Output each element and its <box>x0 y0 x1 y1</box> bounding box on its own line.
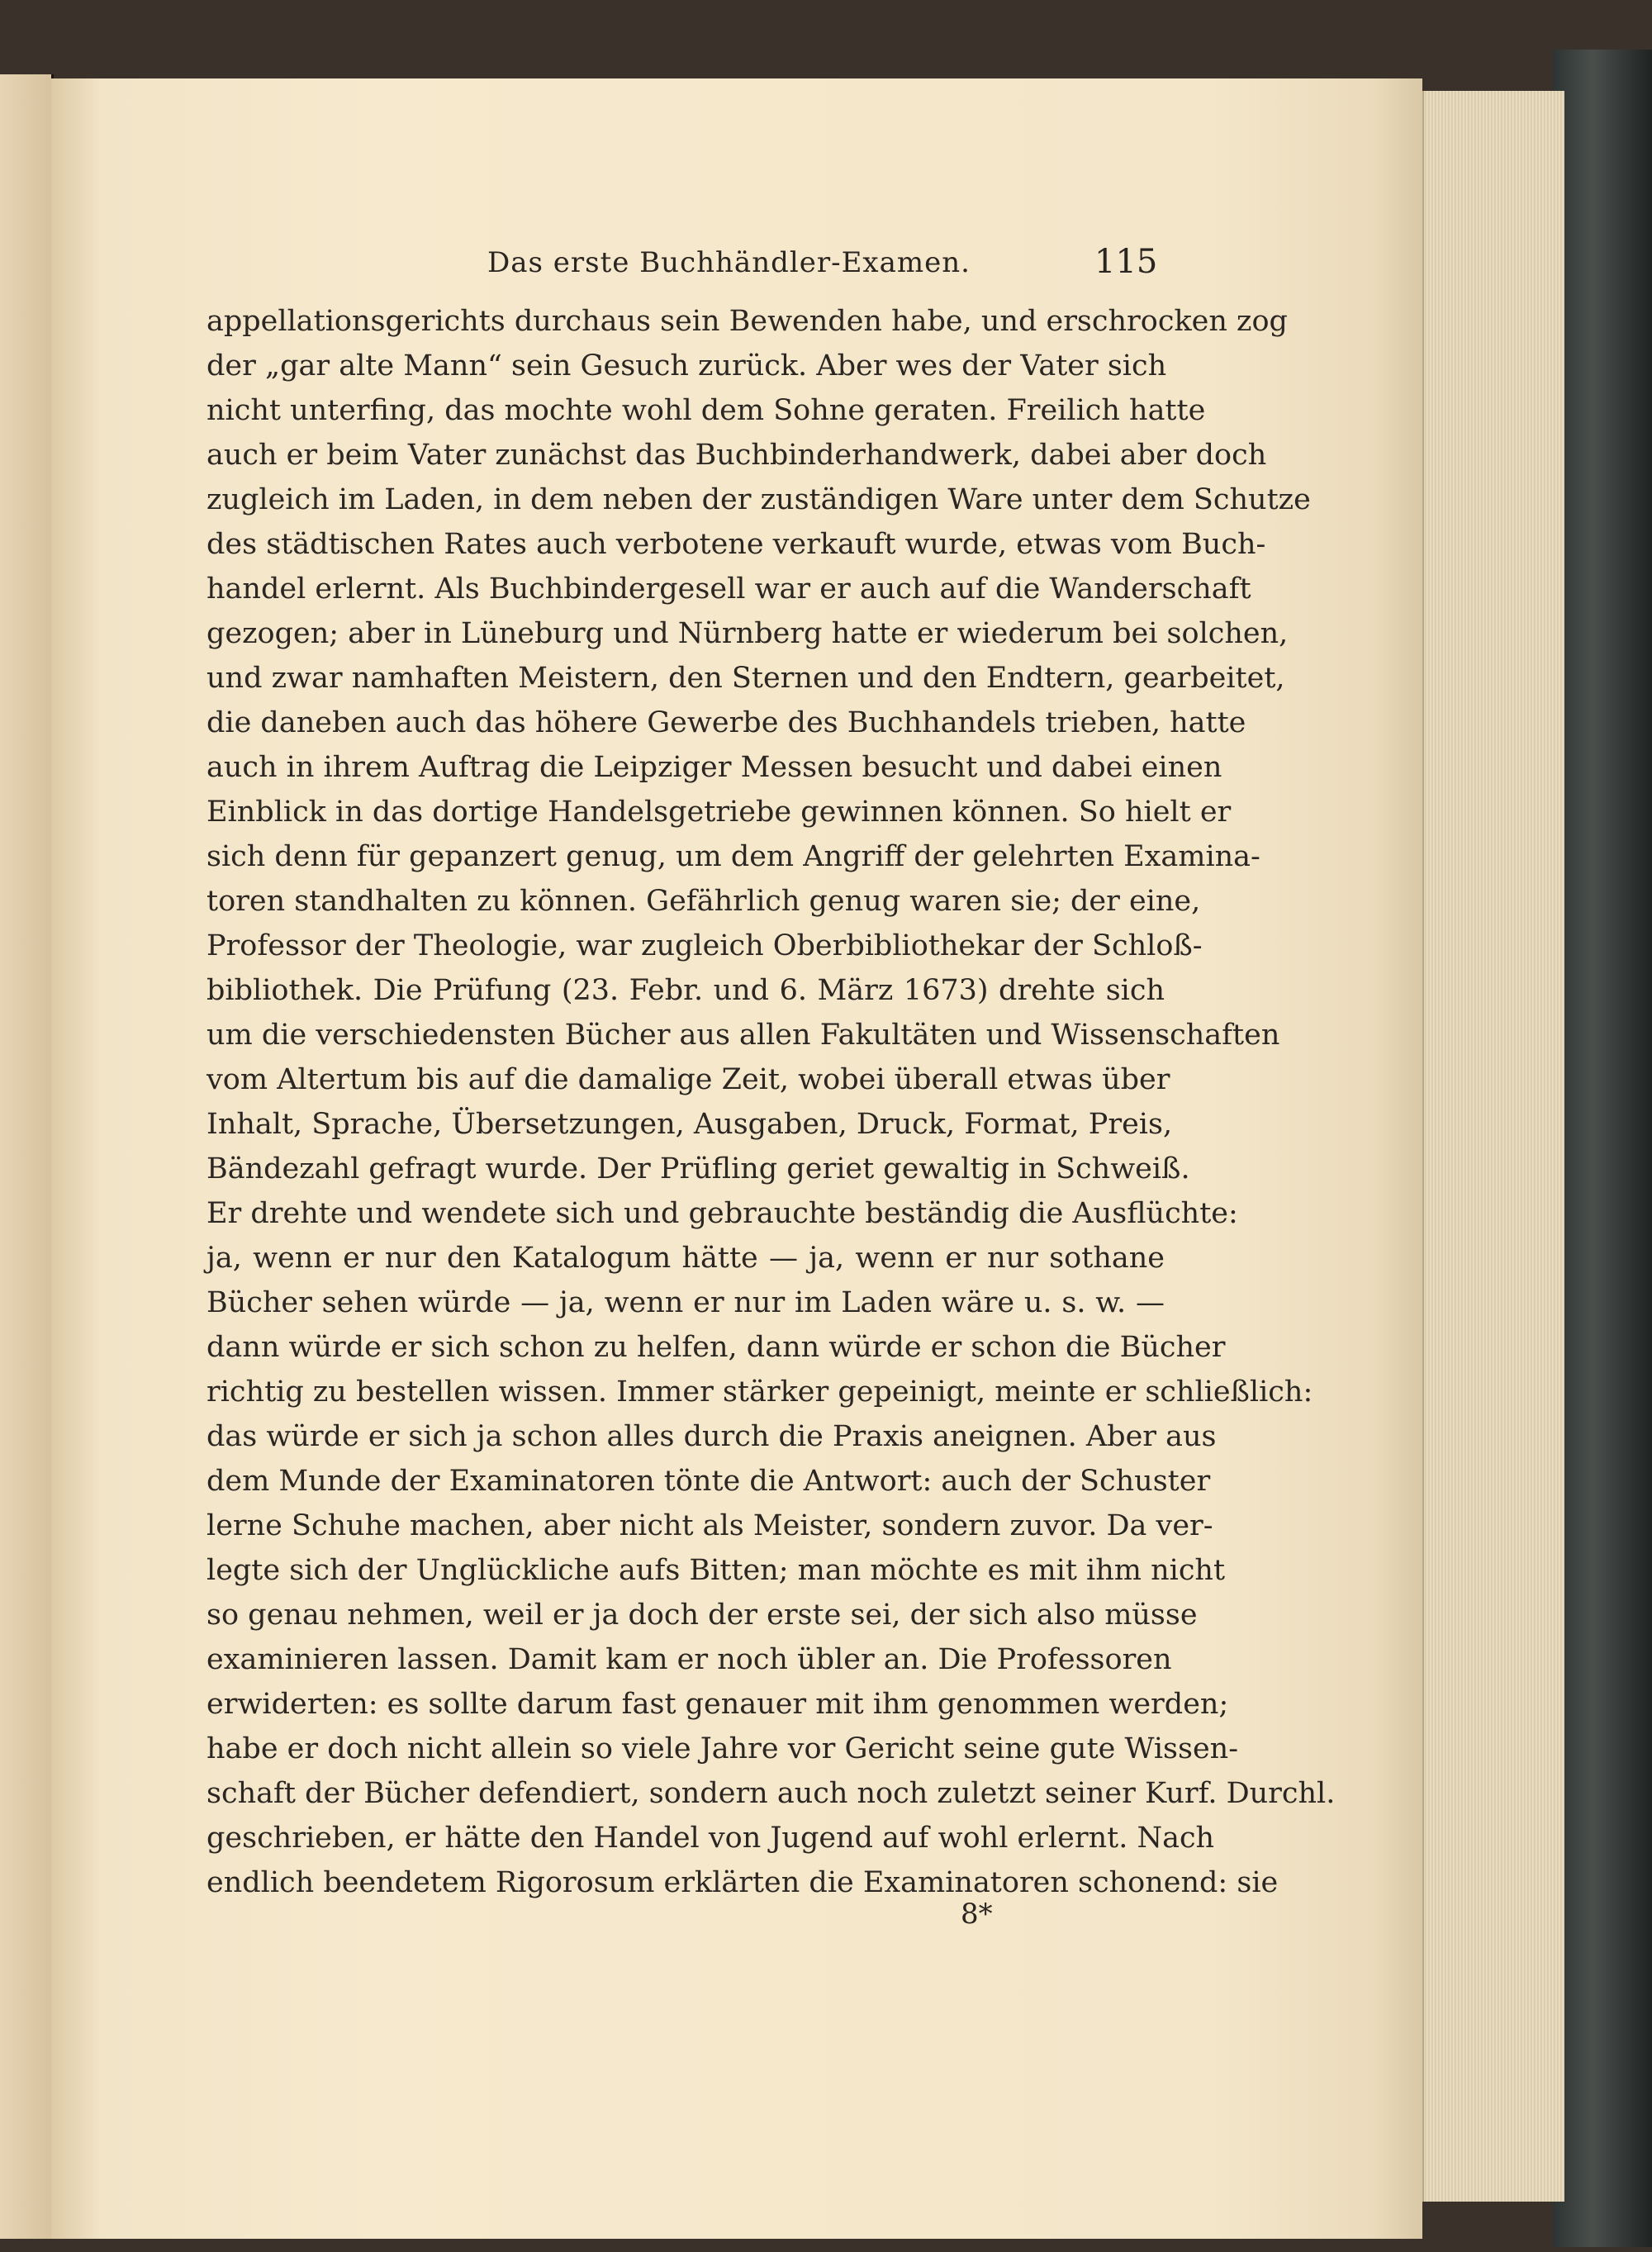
text-line: endlich beendetem Rigorosum erklärten die Examinatoren schonend: sie <box>206 1866 1279 1899</box>
text-line: Inhalt, Sprache, Übersetzungen, Ausgaben, Druck, Format, Preis, <box>206 1108 1173 1141</box>
text-line: toren standhalten zu können. Gefährlich genug waren sie; der eine, <box>206 885 1201 918</box>
text-line: nicht unterfing, das mochte wohl dem Sohne geraten. Freilich hatte <box>206 394 1206 427</box>
text-line: ja, wenn er nur den Katalogum hätte — ja, wenn er nur sothane <box>206 1242 1165 1275</box>
text-line: sich denn für gepanzert genug, um dem Angriff der gelehrten Examina- <box>206 840 1260 873</box>
text-line: vom Altertum bis auf die damalige Zeit, wobei überall etwas über <box>206 1063 1170 1096</box>
text-line: der „gar alte Mann“ sein Gesuch zurück. Aber wes der Vater sich <box>206 349 1167 382</box>
text-line: um die verschiedensten Bücher aus allen Fakultäten und Wissenschaften <box>206 1019 1280 1052</box>
signature-mark: 8* <box>961 1898 993 1931</box>
text-line: richtig zu bestellen wissen. Immer stärker gepeinigt, meinte er schließlich: <box>206 1375 1313 1409</box>
text-line: geschrieben, er hätte den Handel von Jugend auf wohl erlernt. Nach <box>206 1822 1215 1855</box>
book-cover <box>1553 50 1652 2247</box>
text-line: Einblick in das dortige Handelsgetriebe gewinnen können. So hielt er <box>206 796 1232 829</box>
page-block-edge <box>1422 91 1564 2202</box>
body-text <box>206 299 1336 1905</box>
text-line: gezogen; aber in Lüneburg und Nürnberg hatte er wiederum bei solchen, <box>206 617 1289 650</box>
text-line: Professor der Theologie, war zugleich Oberbibliothekar der Schloß- <box>206 929 1203 962</box>
text-line: appellationsgerichts durchaus sein Bewenden habe, und erschrocken zog <box>206 305 1288 338</box>
text-line: so genau nehmen, weil er ja doch der erste sei, der sich also müsse <box>206 1599 1198 1632</box>
text-line: erwiderten: es sollte darum fast genauer mit ihm genommen werden; <box>206 1688 1229 1721</box>
text-line: Er drehte und wendete sich und gebrauchte beständig die Ausflüchte: <box>206 1197 1238 1230</box>
text-line: examinieren lassen. Damit kam er noch übler an. Die Professoren <box>206 1643 1172 1676</box>
running-head: Das erste Buchhändler-Examen. <box>487 246 971 279</box>
text-line: Bändezahl gefragt wurde. Der Prüfling geriet gewaltig in Schweiß. <box>206 1152 1190 1185</box>
text-line: die daneben auch das höhere Gewerbe des Buchhandels trieben, hatte <box>206 706 1246 739</box>
text-line: Bücher sehen würde — ja, wenn er nur im Laden wäre u. s. w. — <box>206 1286 1165 1319</box>
text-line: lerne Schuhe machen, aber nicht als Meister, sondern zuvor. Da ver- <box>206 1509 1213 1542</box>
text-line: und zwar namhaften Meistern, den Sternen und den Endtern, gearbeitet, <box>206 662 1285 695</box>
text-line: dem Munde der Examinatoren tönte die Antwort: auch der Schuster <box>206 1465 1211 1498</box>
text-line: schaft der Bücher defendiert, sondern auch noch zuletzt seiner Kurf. Durchl. <box>206 1777 1336 1810</box>
page-number: 115 <box>1094 243 1158 281</box>
text-line: zugleich im Laden, in dem neben der zuständigen Ware unter dem Schutze <box>206 483 1311 516</box>
text-line: habe er doch nicht allein so viele Jahre vor Gericht seine gute Wissen- <box>206 1732 1239 1765</box>
text-line: handel erlernt. Als Buchbindergesell war er auch auf die Wanderschaft <box>206 573 1251 606</box>
text-line: des städtischen Rates auch verbotene verkauft wurde, etwas vom Buch- <box>206 528 1266 561</box>
text-line: bibliothek. Die Prüfung (23. Febr. und 6. März 1673) drehte sich <box>206 974 1165 1007</box>
text-line: das würde er sich ja schon alles durch die Praxis aneignen. Aber aus <box>206 1420 1217 1453</box>
text-line: dann würde er sich schon zu helfen, dann würde er schon die Bücher <box>206 1331 1226 1364</box>
text-line: auch in ihrem Auftrag die Leipziger Messen besucht und dabei einen <box>206 751 1222 784</box>
facing-page-edge <box>0 74 54 2239</box>
text-line: legte sich der Unglückliche aufs Bitten; man möchte es mit ihm nicht <box>206 1554 1226 1587</box>
text-line: auch er beim Vater zunächst das Buchbinderhandwerk, dabei aber doch <box>206 439 1267 472</box>
